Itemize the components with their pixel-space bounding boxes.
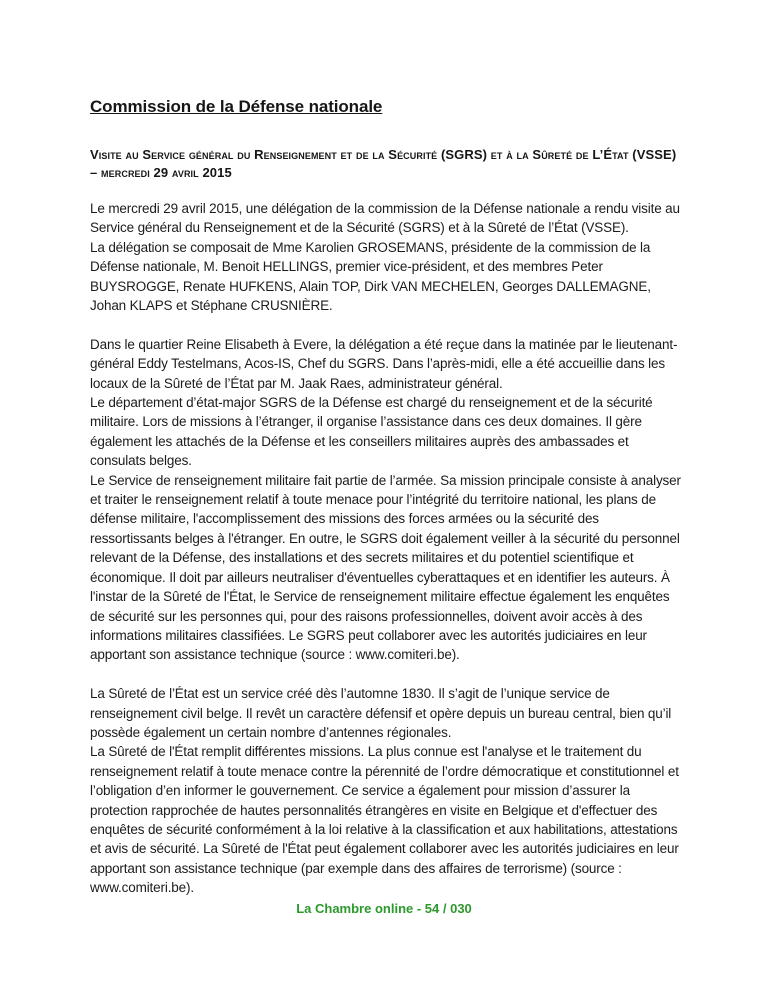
paragraph-2 [90, 335, 682, 665]
paragraph-block: La Sûreté de l’État est un service créé dès l’automne 1830. Il s’agit de l’unique service de renseignement civil belge. Il revêt un caractère défensif et opère depuis un bureau central, bien qu’il possède également un certain nombre d’antennes régionales. [90, 686, 672, 740]
document-content [90, 97, 682, 917]
document-title: Commission de la Défense nationale [90, 97, 383, 116]
paragraph-3 [90, 684, 682, 897]
paragraph-block: Le mercredi 29 avril 2015, une délégation de la commission de la Défense nationale a rendu visite au Service général du Renseignement et de la Sécurité (SGRS) et à la Sûreté de l’État (VSSE). [90, 201, 680, 236]
paragraph-block: La Sûreté de l'État remplit différentes missions. La plus connue est l'analyse et le traitement du renseignement relatif à toute menace contre la pérennité de l’ordre démocratique et constitutionnel et l’obligation d’en informer le gouvernement. Ce service a également pour mission d’assurer la protection rapprochée de hautes personnalités étrangères en visite en Belgique et d'effectuer des enquêtes de sécurité conformément à la loi relative à la classification et aux habilitations, attestations et avis de sécurité. La Sûreté de l'État peut également collaborer avec les autorités judiciaires en leur apportant son assistance technique (par exemple dans des affaires de terrorisme) (source : www.comiteri.be). [90, 744, 679, 896]
footer-text: La Chambre online - 54 / 030 [296, 901, 472, 916]
paragraph-block: Le département d’état-major SGRS de la Défense est chargé du renseignement et de la sécurité militaire. Lors de missions à l’étranger, il organise l’assistance dans ces deux domaines. Il gère également les attachés de la Défense et les conseillers militaires auprès des ambassades et consulats belges. [90, 395, 653, 469]
section-heading: Visite au Service général du Renseignement et de la Sécurité (SGRS) et à la Sûreté de L’État (VSSE) – mercredi 29 avril 2015 [90, 147, 677, 180]
paragraph-block: La délégation se composait de Mme Karolien GROSEMANS, présidente de la commission de la Défense nationale, M. Benoit HELLINGS, premier vice-président, et des membres Peter BUYSROGGE, Renate HUFKENS, Alain TOP, Dirk VAN MECHELEN, Georges DALLEMAGNE, Johan KLAPS et Stéphane CRUSNIÈRE. [90, 239, 651, 314]
paragraph-block: Le Service de renseignement militaire fait partie de l’armée. Sa mission principale consiste à analyser et traiter le renseignement relatif à toute menace pour l’intégrité du territoire national, les plans de défense militaire, l'accomplissement des missions des forces armées ou la sécurité des ressortissants belges à l'étranger. En outre, le SGRS doit également veiller à la sécurité du personnel relevant de la Défense, des installations et des secrets militaires et du potentiel scientifique et économique. Il doit par ailleurs neutraliser d'éventuelles cyberattaques et en identifier les auteurs. À l'instar de la Sûreté de l'État, le Service de renseignement militaire effectue également les enquêtes de sécurité sur les personnes qui, pour des raisons professionnelles, doivent avoir accès à des informations militaires classifiées. Le SGRS peut collaborer avec les autorités judiciaires en leur apportant son assistance technique (source : www.comiteri.be). [90, 472, 681, 663]
paragraph-block: Dans le quartier Reine Elisabeth à Evere, la délégation a été reçue dans la matinée par le lieutenant-général Eddy Testelmans, Acos-IS, Chef du SGRS. Dans l’après-midi, elle a été accueillie dans les locaux de la Sûreté de l’État par M. Jaak Raes, administrateur général. [90, 336, 678, 391]
paragraph-1 [90, 199, 682, 315]
